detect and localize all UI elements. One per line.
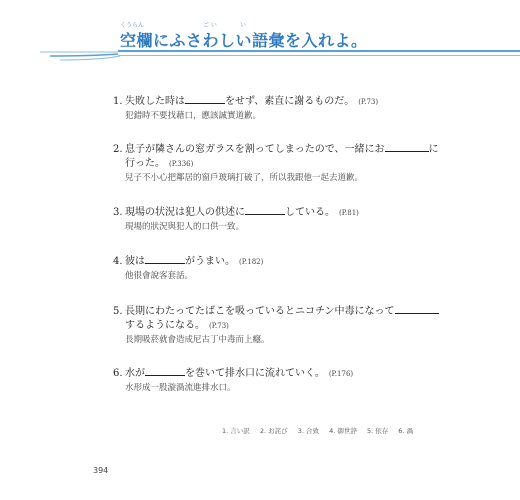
- page-header: [0, 0, 520, 80]
- page-reference: (P.73): [358, 98, 379, 106]
- answer-blank[interactable]: [145, 366, 185, 376]
- question-translation: 長期吸菸就會造成尼古丁中毒而上癮。: [125, 335, 270, 345]
- ruby-goi: ご い: [203, 22, 217, 29]
- page-reference: (P.73): [209, 322, 229, 330]
- question-translation: 犯錯時不要找藉口，應該誠實道歉。: [125, 111, 262, 121]
- page-reference: (P.81): [339, 209, 359, 217]
- question-4: [113, 254, 443, 283]
- answer-1: 1. 言い訳: [222, 427, 250, 435]
- question-text-before: 長期にわたってたばこを吸っているとニコチン中毒になって: [125, 306, 395, 317]
- question-number: 4.: [113, 256, 123, 267]
- question-translation: 兒子不小心把鄰居的窗戶玻璃打破了，所以我跟他一起去道歉。: [125, 173, 364, 183]
- answer-3: 3. 合致: [297, 427, 319, 435]
- page-reference: (P.182): [239, 258, 264, 266]
- page-title: 空欄にふさわしい語彙を入れよ。: [120, 31, 368, 50]
- question-number: 2.: [113, 144, 123, 155]
- answer-6: 6. 渦: [398, 427, 414, 435]
- question-text-continued: 行った。: [125, 158, 165, 169]
- question-text-after: がうまい。: [185, 256, 235, 267]
- question-6: [113, 366, 443, 395]
- question-5: [113, 304, 443, 347]
- question-text-after: をせず、素直に謝るものだ。: [225, 96, 355, 107]
- question-text-before: 失敗した時は: [125, 96, 185, 107]
- question-translation: 水形成一股漩渦流進排水口。: [125, 383, 236, 393]
- answer-2: 2. お詫び: [259, 427, 288, 435]
- question-text-before: 現場の状況は犯人の供述に: [125, 207, 245, 218]
- question-text-before: 息子が隣さんの窓ガラスを割ってしまったので、一緒にお: [125, 144, 385, 155]
- question-translation: 他很會說客套話。: [125, 271, 194, 281]
- question-text-continued: するようになる。: [125, 320, 205, 331]
- answer-blank[interactable]: [385, 142, 429, 152]
- answer-key: [222, 426, 421, 435]
- question-text-after: している。: [285, 207, 335, 218]
- question-number: 1.: [113, 96, 123, 107]
- question-1: [113, 94, 443, 123]
- question-number: 5.: [113, 306, 123, 317]
- question-text-before: 水が: [125, 368, 145, 379]
- answer-blank[interactable]: [395, 304, 439, 314]
- page-reference: (P.176): [328, 370, 354, 378]
- answer-4: 4. 御世辞: [329, 427, 357, 435]
- page-reference: (P.336): [169, 160, 194, 168]
- answer-5: 5. 依存: [366, 427, 389, 435]
- question-2: [113, 142, 443, 185]
- ruby-i: い: [240, 22, 247, 29]
- question-number: 3.: [113, 207, 123, 218]
- question-text-before: 彼は: [125, 256, 145, 267]
- question-number: 6.: [113, 368, 123, 379]
- question-text-after: に: [428, 144, 439, 155]
- ruby-kuuran: くうらん: [120, 22, 145, 29]
- question-translation: 現場的狀況與犯人的口供一致。: [125, 222, 245, 232]
- header-rule-thin: [118, 55, 520, 56]
- answer-blank[interactable]: [185, 94, 225, 104]
- page-number: 394: [93, 466, 109, 475]
- question-text-after: を巻いて排水口に流れていく。: [185, 368, 325, 379]
- answer-blank[interactable]: [145, 254, 185, 264]
- answer-blank[interactable]: [245, 205, 285, 215]
- question-3: [113, 205, 443, 234]
